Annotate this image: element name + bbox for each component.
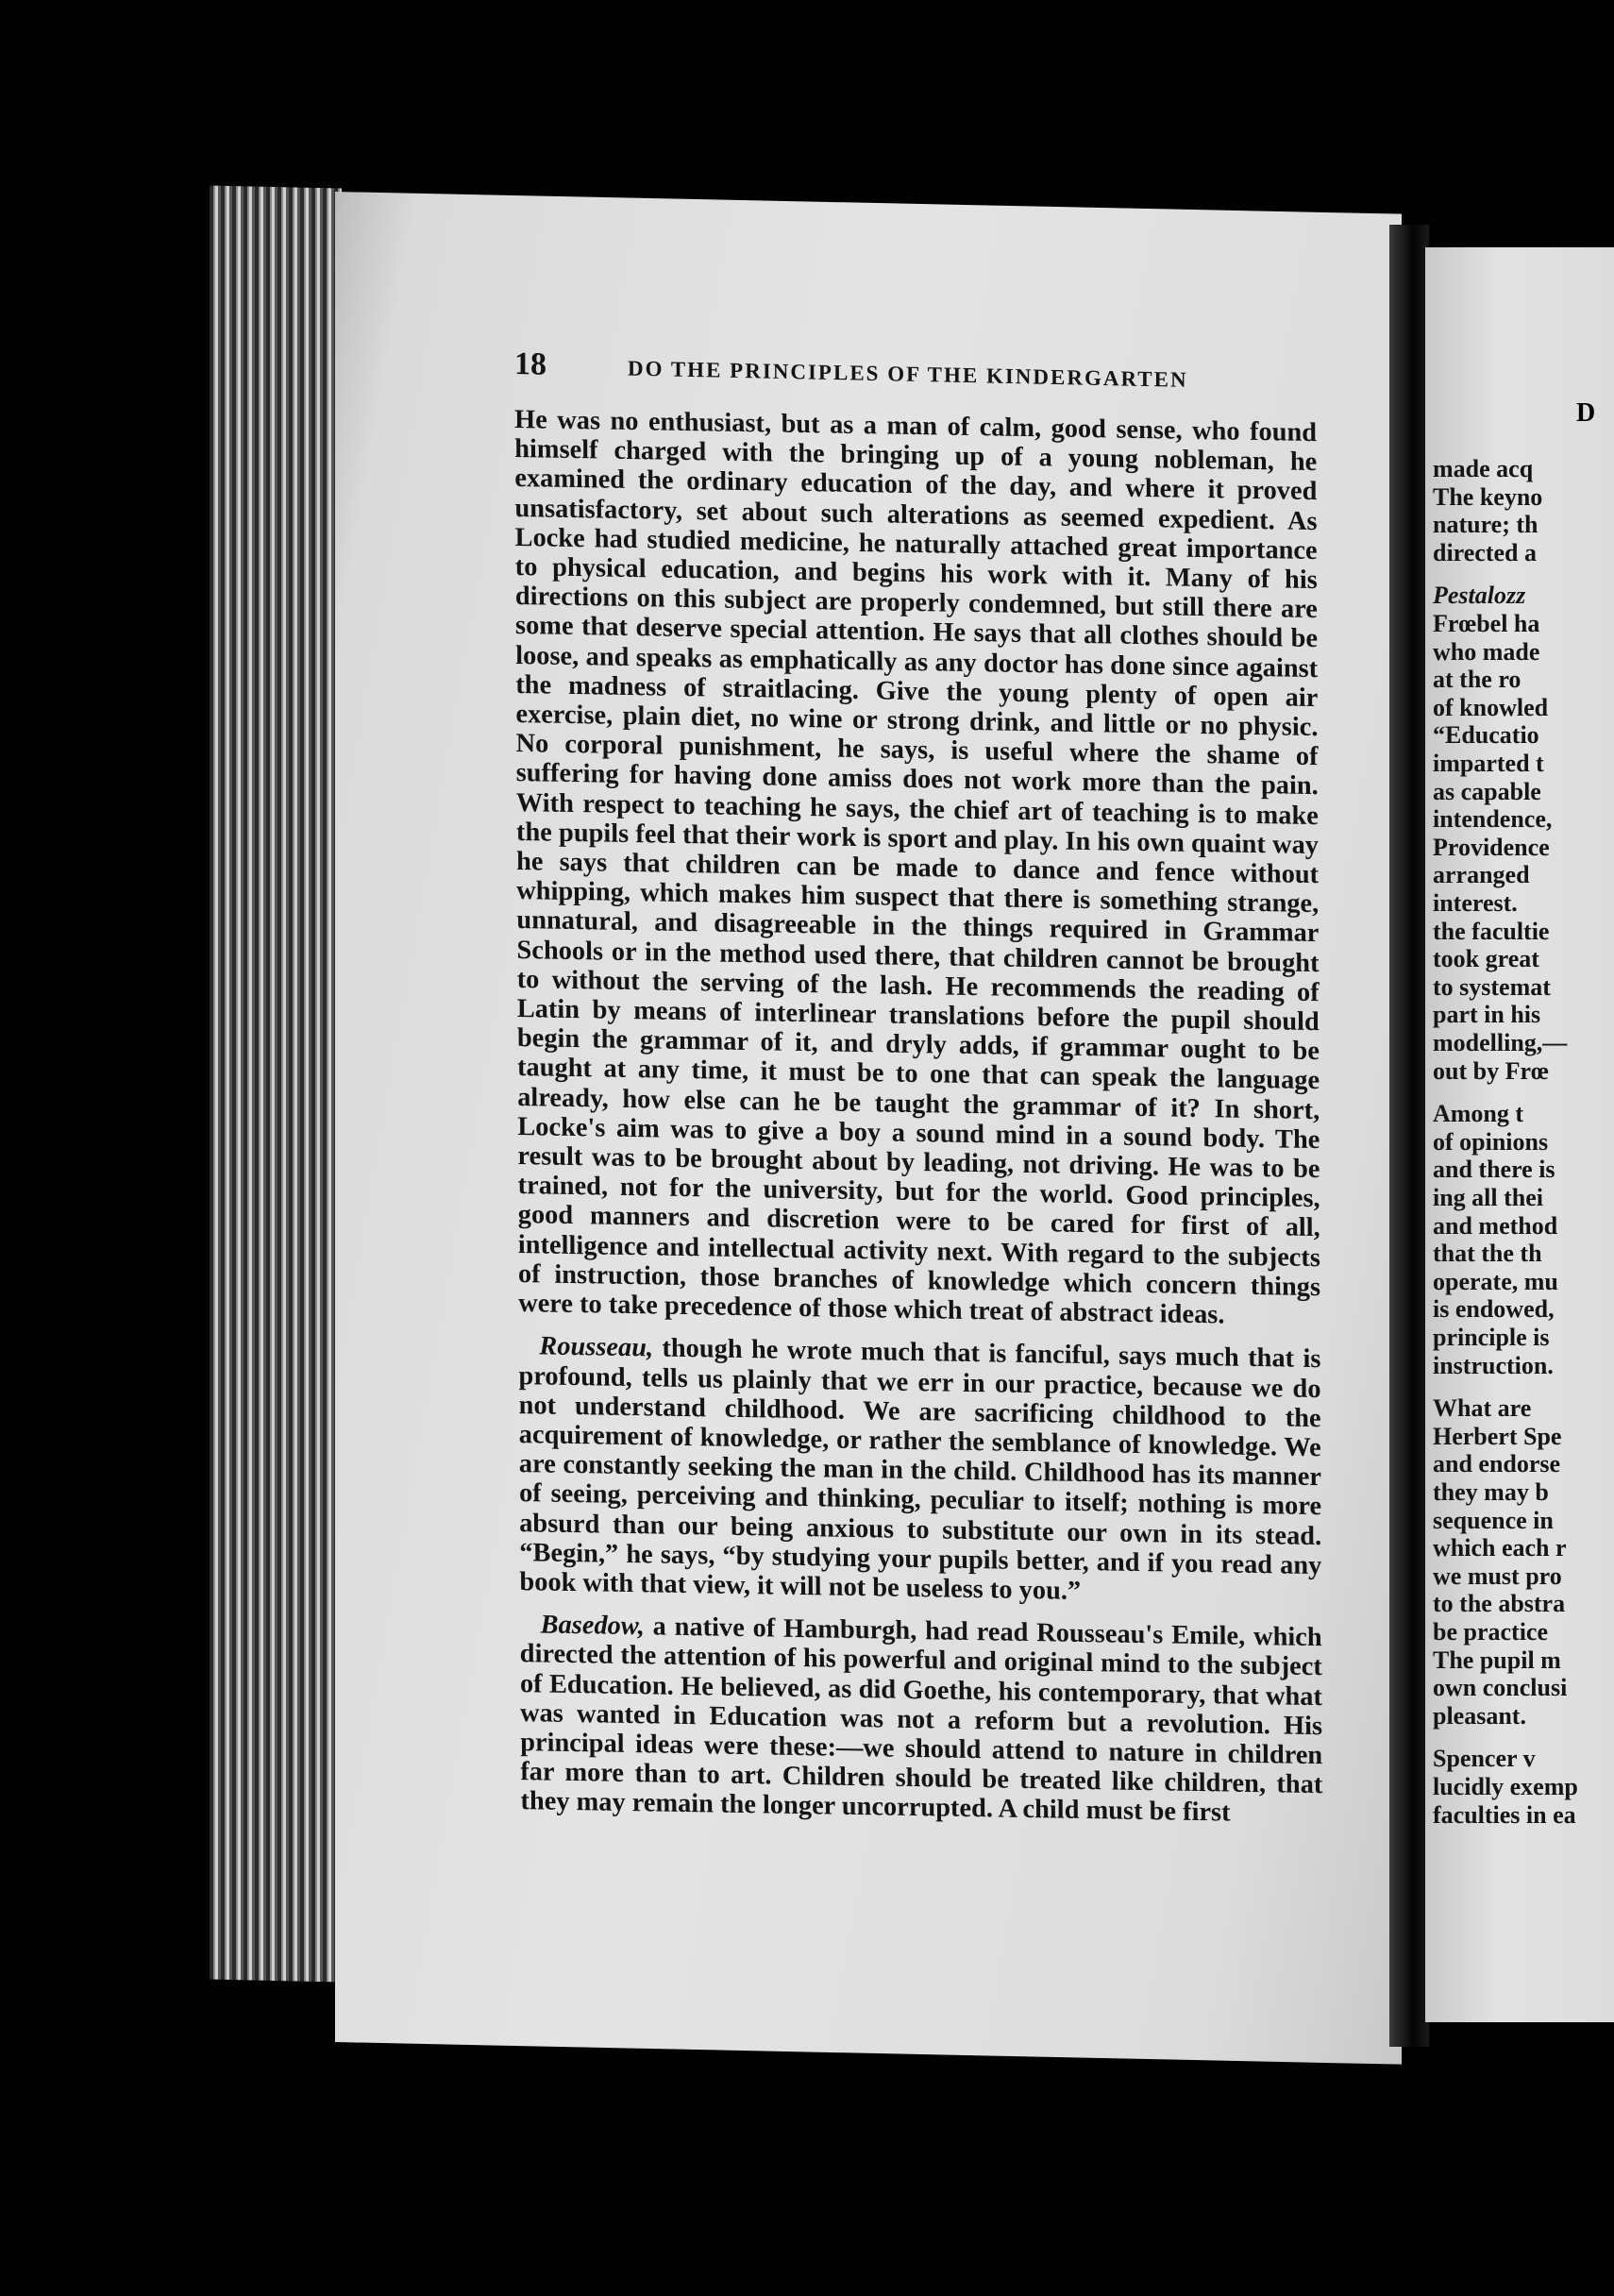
right-page-line: ing all thei (1433, 1184, 1544, 1211)
right-page-line: instruction. (1433, 1351, 1554, 1379)
right-header-letter: D (1576, 398, 1596, 428)
right-page-line: Frœbel ha (1433, 610, 1540, 637)
right-page-line: faculties in ea (1433, 1800, 1576, 1829)
right-page-line: part in his (1433, 1001, 1541, 1029)
paragraph-locke (514, 405, 1320, 1331)
right-page-line: as capable (1433, 777, 1541, 805)
right-page-line: Among t (1433, 1100, 1524, 1128)
paragraph-text: He was no enthusiast, but as a man of calm, good sense, who found himself charged with the bringing up of a young nobleman, he examined the ordinary education of the day, and where it proved unsatisfactory, set about such alterations as seemed expedient. As Locke had studied medicine, he naturally attached great importance to physical education, and begins his work with it. Many of his directions on this subject are properly condemned, but still there are some that deserve special attention. He says that all clothes should be loose, and speaks as emphatically as any doctor has done since against the madness of straitlacing. Give the young plenty of open air exercise, plain diet, no wine or strong drink, and little or no physic. No corporal punishment, he says, is useful where the shame of suffering for having done amiss does not work more than the pain. With respect to teaching he says, the chief art of teaching is to make the pupils feel that their work is sport and play. In his own quaint way he says that children can be made to dance and fence without whipping, which makes him suspect that there is something strange, unnatural, and disagreeable in the things required in Grammar Schools or in the method used there, that children cannot be brought to without the serving of the lash. He recommends the reading of Latin by means of interlinear translations before the pupil should begin the grammar of it, and dryly adds, if grammar ought to be taught at any time, it must be to one that can speak the language already, how else can he be taught the grammar of it? In short, Locke's aim was to give a boy a sound mind in a sound body. The result was to be brought about by leading, not driving. He was to be trained, not for the university, but for the world. Good principles, good manners and discretion were to be cared for first of all, intelligence and intellectual activity next. With regard to the subjects of instruction, those branches of knowledge which concern things were to take precedence of those which treat of abstract ideas. (514, 404, 1321, 1330)
right-page-line: who made (1433, 637, 1540, 666)
right-page-line: operate, mu (1433, 1267, 1558, 1295)
paragraph-basedow (520, 1610, 1323, 1830)
right-page-line: “Educatio (1433, 721, 1539, 750)
right-page-line: we must pro (1433, 1562, 1562, 1590)
right-page-line: sequence in (1433, 1506, 1554, 1534)
right-page (1425, 247, 1614, 2022)
right-page-line: own conclusi (1433, 1674, 1568, 1702)
right-page-line: be practice (1433, 1618, 1549, 1646)
right-page-line: The keyno (1433, 482, 1543, 511)
right-page-line: and method (1433, 1211, 1558, 1240)
right-page-line: Herbert Spe (1433, 1422, 1562, 1450)
right-page-line: to systemat (1433, 972, 1551, 1001)
right-page-line: and there is (1433, 1156, 1555, 1184)
right-page-line: nature; th (1433, 511, 1538, 539)
right-page-line: Providence (1433, 833, 1550, 861)
right-page-line: arranged (1433, 861, 1530, 889)
page-header (514, 346, 1364, 412)
left-page (335, 192, 1402, 2065)
right-page-line: is endowed, (1433, 1295, 1555, 1324)
right-page-line: Pestalozz (1433, 582, 1526, 610)
right-page-line: made acq (1433, 455, 1534, 482)
right-page-line: The pupil m (1433, 1646, 1561, 1674)
paragraph-lead: Rousseau, (539, 1331, 654, 1363)
book-gutter (1389, 225, 1429, 2047)
paragraph-rousseau (518, 1331, 1321, 1610)
right-page-line: lucidly exemp (1433, 1773, 1578, 1800)
running-head: DO THE PRINCIPLES OF THE KINDERGARTEN (628, 356, 1188, 392)
right-page-line: pleasant. (1433, 1701, 1526, 1730)
right-page-line: at the ro (1433, 666, 1522, 694)
right-page-line: of knowled (1433, 693, 1549, 721)
page-number: 18 (514, 346, 546, 382)
book-page-edges (210, 186, 342, 1983)
right-page-line: they may b (1433, 1478, 1549, 1506)
right-page-line: took great (1433, 945, 1539, 973)
right-page-line: to the abstra (1433, 1590, 1566, 1618)
right-page-line: What are (1433, 1394, 1532, 1423)
right-page-line: which each r (1433, 1534, 1567, 1562)
right-page-line: out by Frœ (1433, 1056, 1549, 1085)
right-page-line: the facultie (1433, 917, 1550, 945)
right-page-line: that the th (1433, 1240, 1542, 1268)
right-page-line: modelling,— (1433, 1029, 1568, 1056)
right-page-line: interest. (1433, 889, 1518, 917)
right-page-line: of opinions (1433, 1127, 1549, 1156)
paragraph-lead: Basedow, (540, 1610, 645, 1642)
paragraph-text: a native of Hamburgh, had read Rousseau's Emile, which directed the attention of his powerful and original mind to the subject of Education. He believed, as did Goethe, his contemporary, that what was wanted in Education was not a reform but a revolution. His principal ideas were these:—we should attend to nature in children far more than to art. Children should be treated like children, that they may remain the longer uncorrupted. A child must be first (519, 1612, 1323, 1828)
right-page-line: intendence, (1433, 805, 1553, 834)
body-text (514, 405, 1323, 1843)
right-page-line: principle is (1433, 1324, 1550, 1351)
right-page-line: and endorse (1433, 1450, 1561, 1478)
paragraph-text: though he wrote much that is fanciful, says much that is profound, tells us plainly that we err in our practice, because we do not understand childhood. We are sacrificing childhood to the acquirement of knowledge, or rather the semblance of knowledge. We are constantly seeking the man in the child. Childhood has its manner of seeing, perceiving and thinking, peculiar to itself; nothing is more absurd than our being anxious to substitute our own in its stead. “Begin,” he says, “by studying your pupils better, and if you read any book with that view, it will not be useless to you.” (518, 1333, 1322, 1606)
right-page-line: directed a (1433, 538, 1537, 566)
right-page-line: Spencer v (1433, 1745, 1536, 1773)
right-page-line: imparted t (1433, 750, 1544, 777)
